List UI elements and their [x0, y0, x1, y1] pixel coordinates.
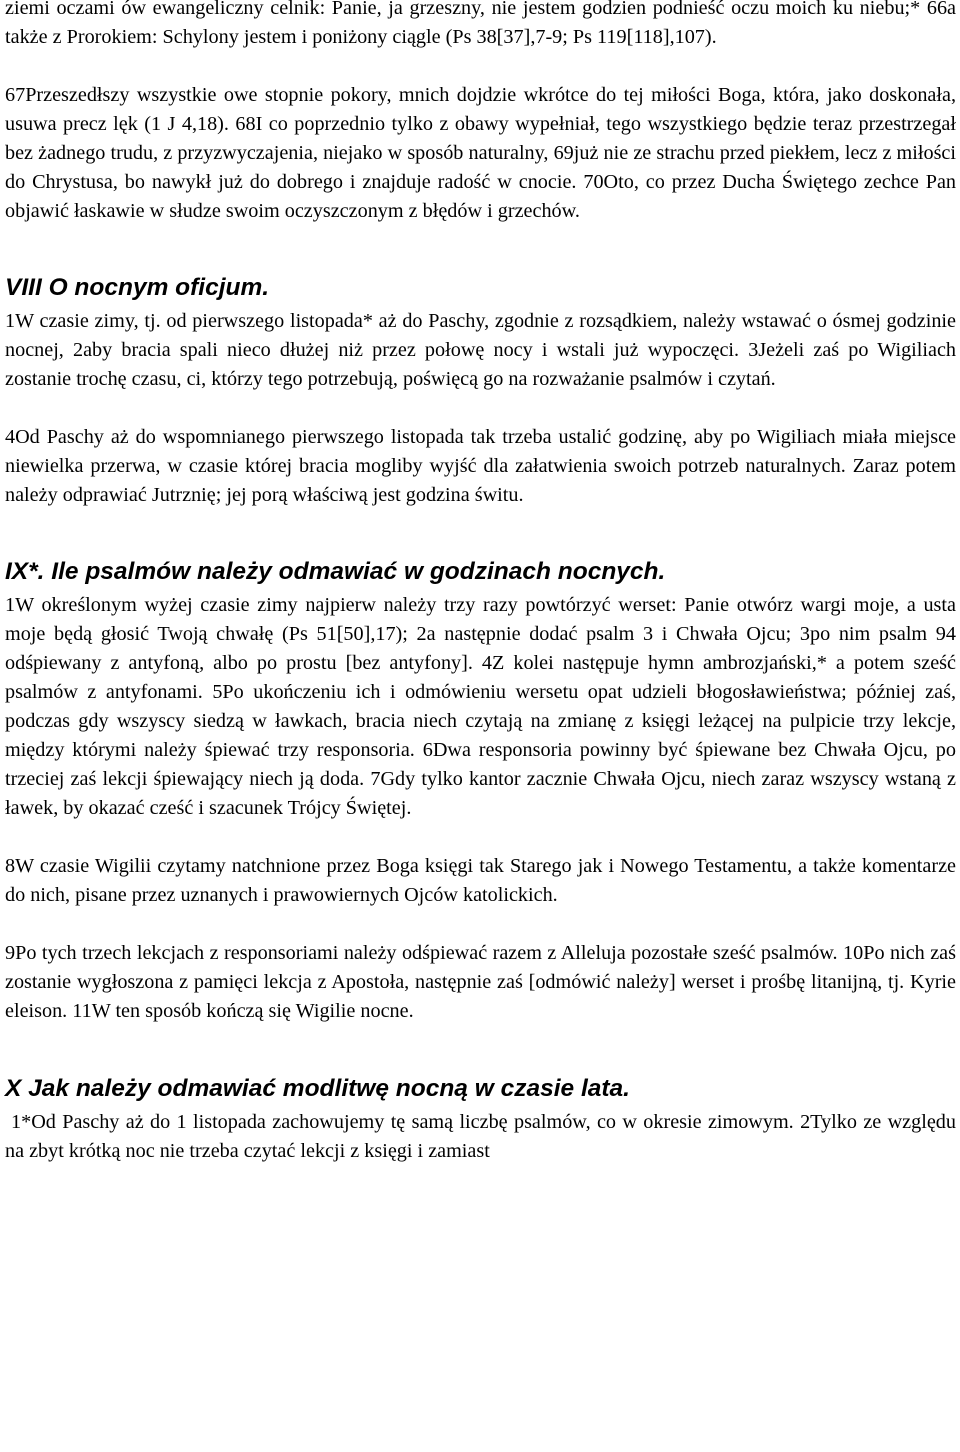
paragraph-ch7-end: ziemi oczami ów ewangeliczny celnik: Panie, ja grzeszny, nie jestem godzien podnieść oczu moich ku niebu;* 66a także z Prorokiem: Schylony jestem i poniżony ciągle (Ps 38[37],7-9; Ps 119[118],107). — [5, 0, 956, 48]
paragraph-ch9-readings: 8W czasie Wigilii czytamy natchnione przez Boga księgi tak Starego jak i Nowego Testamentu, a także komentarze do nich, pisane przez uznanych i prawowiernych Ojców katolickich. — [5, 855, 956, 906]
paragraph-ch9-order: 1W określonym wyżej czasie zimy najpierw należy trzy razy powtórzyć werset: Panie otwórz wargi moje, a usta moje będą głosić Twoją chwałę (Ps 51[50],17); 2a następnie dodać psalm 3 i Chwała Ojcu; 3po nim psalm 94 odśpiewany z antyfoną, albo po prostu [bez antyfony]. 4Z kolei następuje hymn ambrozjański,* a potem sześć psalmów z antyfonami. 5Po ukończeniu ich i odmówieniu wersetu opat udzieli błogosławieństwa; później zaś, podczas gdy wszyscy siedzą w ławkach, bracia niech czytają na zmianę z księgi leżącej na pulpicie trzy lekcje, między którymi należy śpiewać trzy responsoria. 6Dwa responsoria powinny być śpiewane bez Chwała Ojcu, po trzeciej zaś lekcji śpiewający niech ją doda. 7Gdy tylko kantor zacznie Chwała Ojcu, niech zaraz wszyscy wstaną z ławek, by okazać cześć i szacunek Trójcy Świętej. — [5, 594, 956, 819]
paragraph-ch9-psalms: 9Po tych trzech lekcjach z responsoriami należy odśpiewać razem z Alleluja pozostałe sześć psalmów. 10Po nich zaś zostanie wygłoszona z pamięci lekcja z Apostoła, następnie zaś [odmówić należy] werset i prośbę litanijną, tj. Kyrie eleison. 11W ten sposób kończą się Wigilie nocne. — [5, 942, 956, 1022]
document-page — [5, 0, 956, 1166]
paragraph-ch7-conclusion: 67Przeszedłszy wszystkie owe stopnie pokory, mnich dojdzie wkrótce do tej miłości Boga, która, jako doskonała, usuwa precz lęk (1 J 4,18). 68I co poprzednio tylko z obawy wypełniał, tego wszystkiego będzie teraz przestrzegał bez żadnego trudu, z przyzwyczajenia, niejako w sposób naturalny, 69już nie ze strachu przed piekłem, lecz z miłości do Chrystusa, bo nawykł już do dobrego i znajduje radość w cnocie. 70Oto, co przez Ducha Świętego zechce Pan objawić łaskawie w słudze swoim oczyszczonym z błędów i grzechów. — [5, 84, 956, 222]
paragraph-ch8-easter: 4Od Paschy aż do wspomnianego pierwszego listopada tak trzeba ustalić godzinę, aby po Wigiliach miała miejsce niewielka przerwa, w czasie której bracia mogliby wyjść dla załatwienia swoich potrzeb naturalnych. Zaraz potem należy odprawiać Jutrznię; jej porą właściwą jest godzina świtu. — [5, 426, 956, 506]
paragraph-ch8-winter: 1W czasie zimy, tj. od pierwszego listopada* aż do Paschy, zgodnie z rozsądkiem, należy wstawać o ósmej godzinie nocnej, 2aby bracia spali nieco dłużej niż przez połowę nocy i wstali już wypoczęci. 3Jeżeli zaś po Wigiliach zostanie trochę czasu, ci, którzy tego potrzebują, poświęcą go na rozważanie psalmów i czytań. — [5, 310, 956, 390]
paragraph-ch10-summer: 1*Od Paschy aż do 1 listopada zachowujemy tę samą liczbę psalmów, co w okresie zimowym. 2Tylko ze względu na zbyt krótką noc nie trzeba czytać lekcji z księgi i zamiast — [5, 1111, 956, 1162]
chapter-heading-viii: VIII O nocnym oficjum. — [5, 274, 270, 301]
chapter-heading-x: X Jak należy odmawiać modlitwę nocną w czasie lata. — [5, 1075, 630, 1102]
chapter-heading-ix: IX*. Ile psalmów należy odmawiać w godzinach nocnych. — [5, 558, 666, 585]
